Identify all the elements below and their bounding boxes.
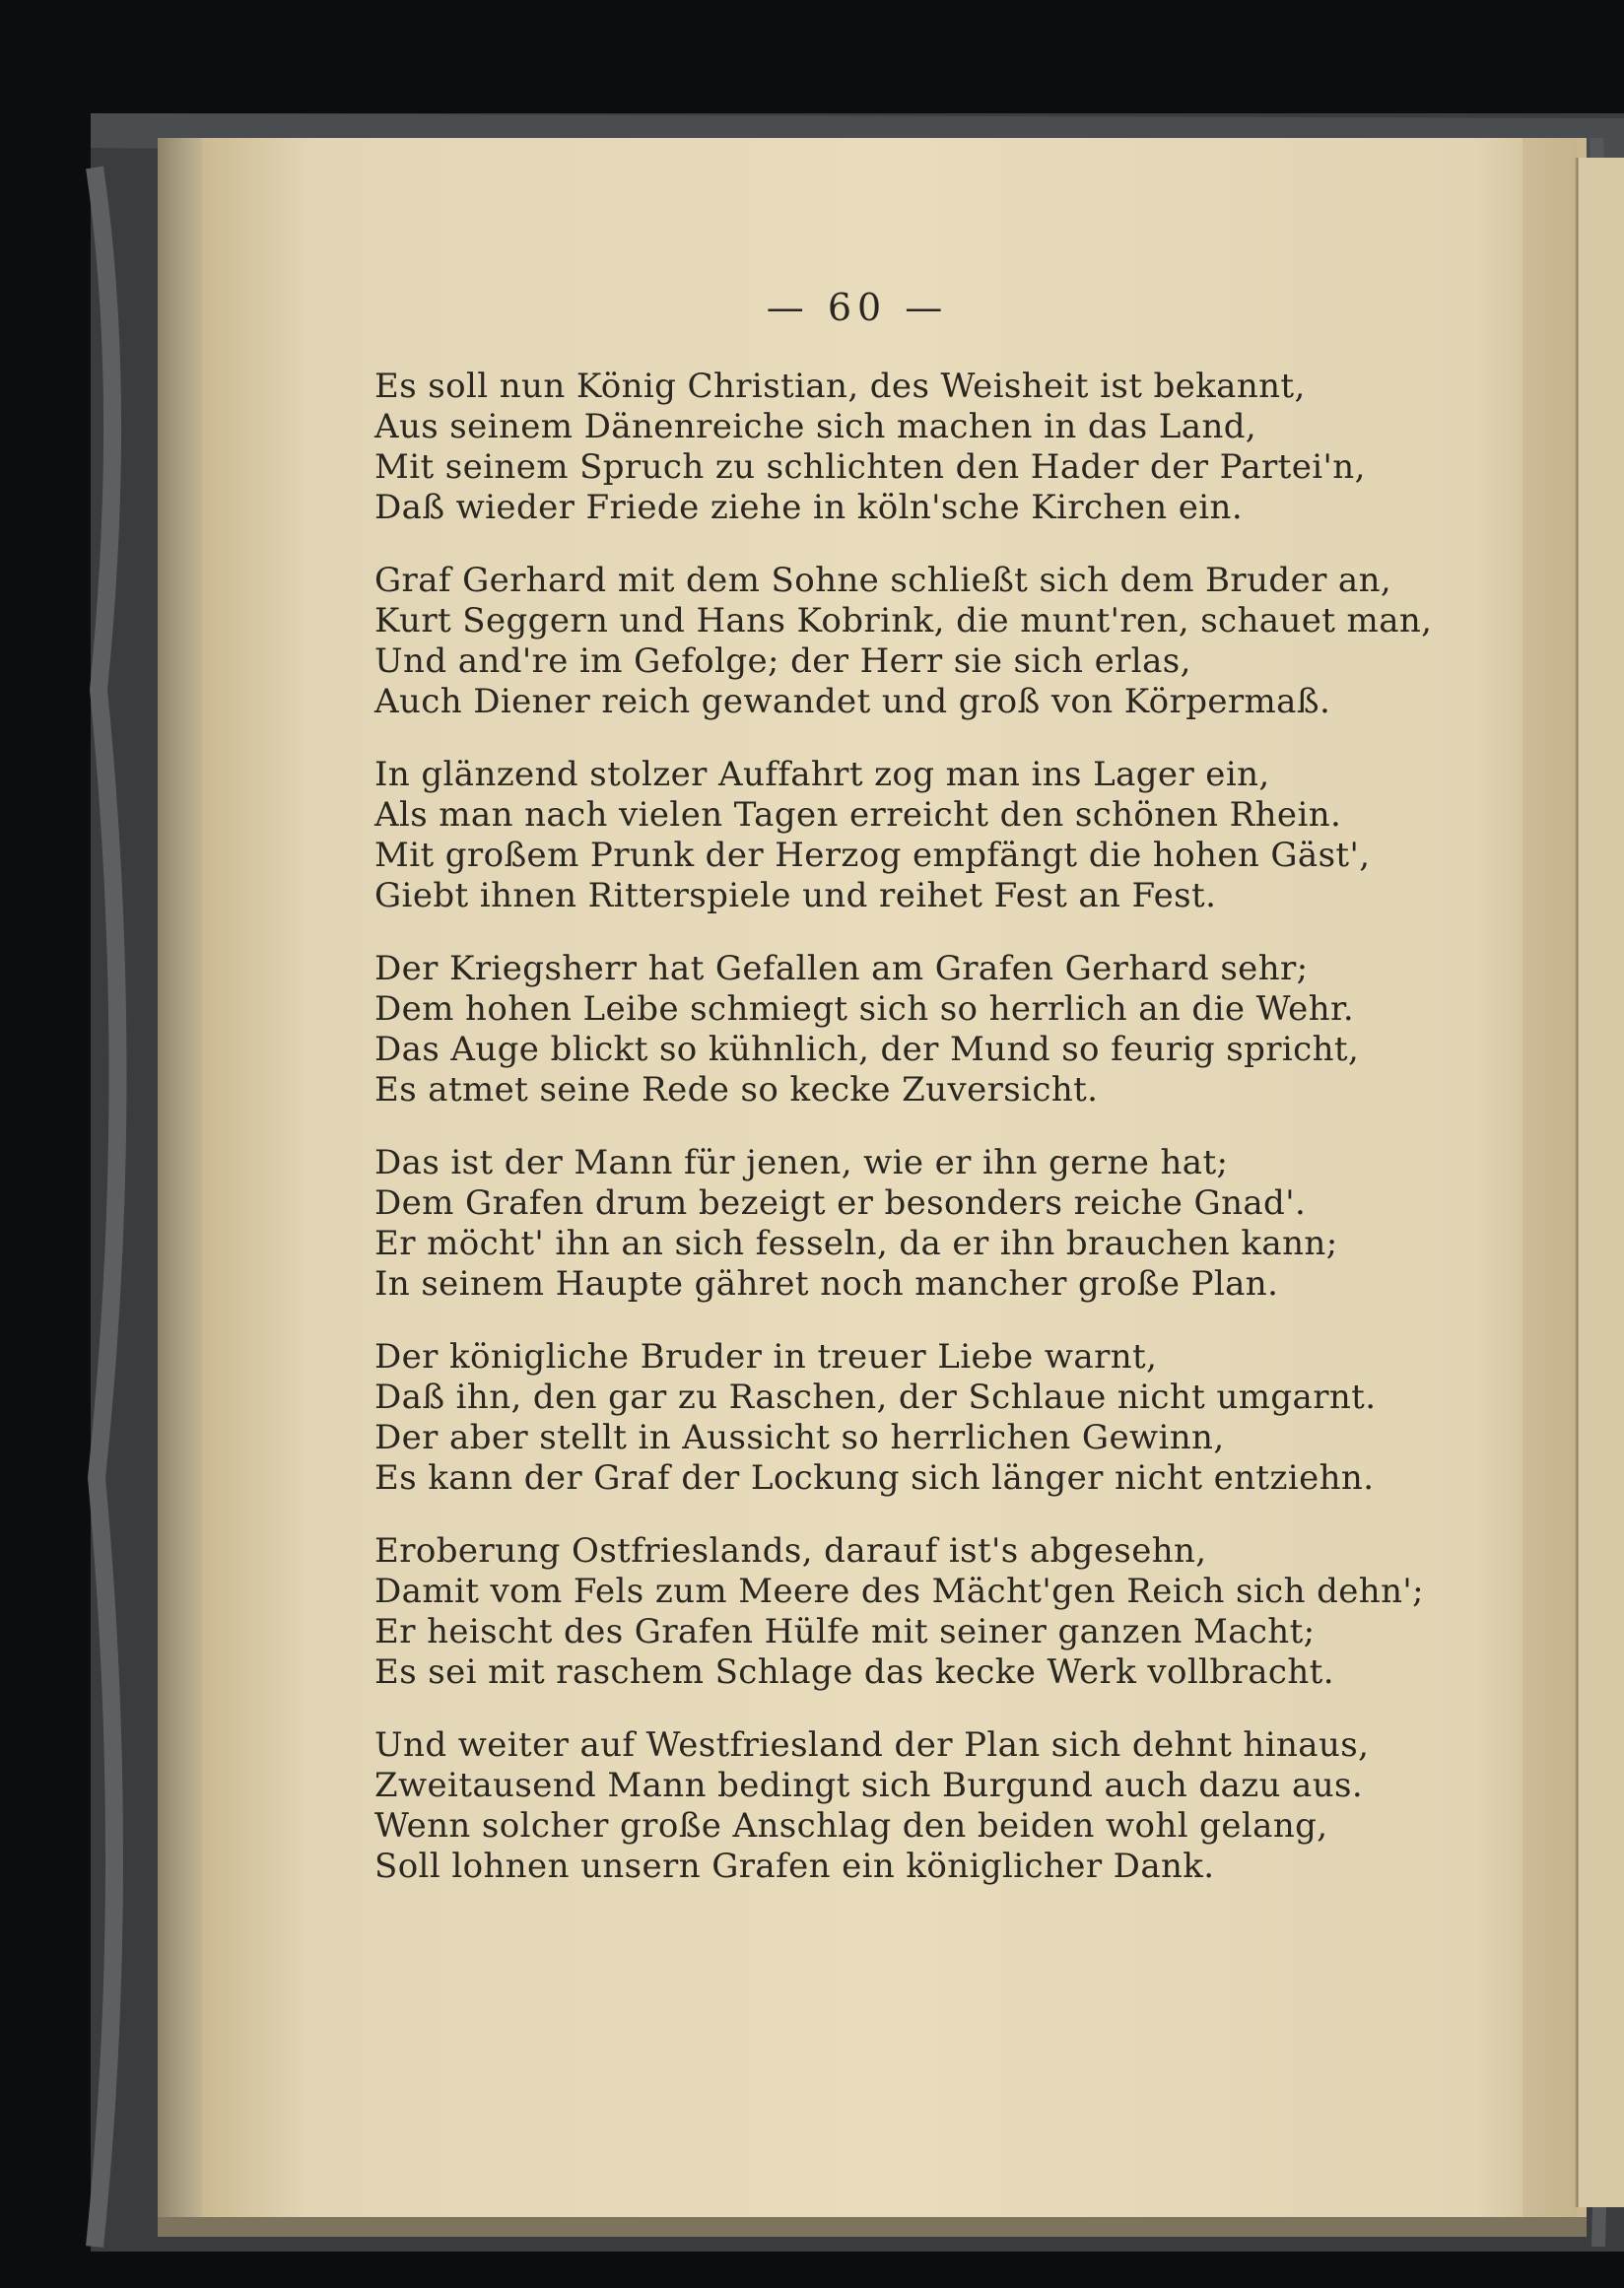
stanza [374, 755, 1458, 916]
page-text-block [374, 286, 1458, 1919]
verse-line: Zweitausend Mann bedingt sich Burgund auch dazu aus. [374, 1766, 1364, 1805]
stanza [374, 1337, 1458, 1499]
verse-line: Auch Diener reich gewandet und groß von Körpermaß. [374, 682, 1331, 721]
verse-line: Und weiter auf Westfriesland der Plan sich dehnt hinaus, [374, 1725, 1370, 1765]
verse-line: Der Kriegsherr hat Gefallen am Grafen Gerhard sehr; [374, 949, 1309, 988]
verse-line: Das ist der Mann für jenen, wie er ihn gerne hat; [374, 1143, 1229, 1182]
verse-line: Giebt ihnen Ritterspiele und reihet Fest an Fest. [374, 876, 1217, 915]
verse-line: Eroberung Ostfrieslands, darauf ist's abgesehn, [374, 1531, 1207, 1571]
verse-line: In seinem Haupte gähret noch mancher große Plan. [374, 1264, 1279, 1304]
verse-line: Kurt Seggern und Hans Kobrink, die munt'ren, schauet man, [374, 601, 1433, 640]
verse-line: Das Auge blickt so kühnlich, der Mund so feurig spricht, [374, 1030, 1360, 1069]
stanza [374, 1143, 1458, 1305]
verse-line: Es sei mit raschem Schlage das kecke Werk vollbracht. [374, 1652, 1334, 1692]
verse-line: Dem hohen Leibe schmiegt sich so herrlich an die Wehr. [374, 989, 1355, 1029]
opposite-page-edge [1575, 158, 1624, 2207]
stanza [374, 367, 1458, 528]
verse-line: Er möcht' ihn an sich fesseln, da er ihn brauchen kann; [374, 1224, 1338, 1263]
verse-line: Daß wieder Friede ziehe in köln'sche Kirchen ein. [374, 488, 1244, 527]
verse-line: Der königliche Bruder in treuer Liebe warnt, [374, 1337, 1158, 1377]
verse-line: Graf Gerhard mit dem Sohne schließt sich dem Bruder an, [374, 561, 1392, 600]
page-number: — 60 — [766, 286, 949, 329]
stanza [374, 949, 1458, 1110]
verse-line: Als man nach vielen Tagen erreicht den schönen Rhein. [374, 795, 1342, 835]
stanza [374, 1531, 1458, 1693]
verse-line: Dem Grafen drum bezeigt er besonders reiche Gnad'. [374, 1183, 1307, 1223]
stanza [374, 1725, 1458, 1887]
verse-line: Es soll nun König Christian, des Weisheit ist bekannt, [374, 367, 1306, 406]
verse-line: Daß ihn, den gar zu Raschen, der Schlaue nicht umgarnt. [374, 1378, 1377, 1417]
verse-line: Der aber stellt in Aussicht so herrlichen Gewinn, [374, 1418, 1225, 1457]
verse-line: Aus seinem Dänenreiche sich machen in das Land, [374, 407, 1257, 446]
verse-line: Er heischt des Grafen Hülfe mit seiner ganzen Macht; [374, 1612, 1316, 1651]
verse-line: In glänzend stolzer Auffahrt zog man ins Lager ein, [374, 755, 1270, 794]
verse-line: Es atmet seine Rede so kecke Zuversicht. [374, 1070, 1099, 1110]
verse-line: Und and're im Gefolge; der Herr sie sich erlas, [374, 641, 1191, 681]
stanza [374, 561, 1458, 722]
verse-line: Mit großem Prunk der Herzog empfängt die hohen Gäst', [374, 836, 1371, 875]
verse-line: Damit vom Fels zum Meere des Mächt'gen Reich sich dehn'; [374, 1572, 1424, 1611]
verse-line: Mit seinem Spruch zu schlichten den Hader der Partei'n, [374, 447, 1366, 487]
verse-line: Wenn solcher große Anschlag den beiden wohl gelang, [374, 1806, 1328, 1846]
verse-line: Soll lohnen unsern Grafen ein königlicher Dank. [374, 1847, 1215, 1886]
verse-line: Es kann der Graf der Lockung sich länger nicht entziehn. [374, 1458, 1375, 1498]
